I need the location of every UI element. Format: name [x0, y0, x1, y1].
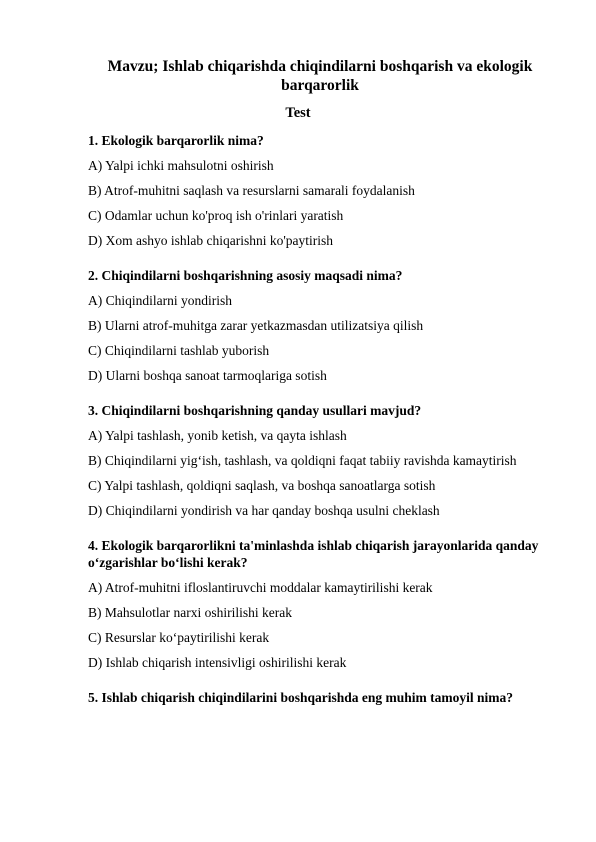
question-1: [88, 132, 558, 249]
question-text: 4. Ekologik barqarorlikni ta'minlashda ishlab chiqarish jarayonlarida qanday o‘zgarishlar bo‘lishi kerak?: [88, 538, 539, 570]
question-3: [88, 402, 558, 519]
answer-option-c: C) Odamlar uchun ko'proq ish o'rinlari yaratish: [88, 208, 344, 223]
answer-option-d: D) Xom ashyo ishlab chiqarishni ko'paytirish: [88, 233, 334, 248]
answer-option-d: D) Chiqindilarni yondirish va har qanday boshqa usulni cheklash: [88, 503, 440, 518]
document-title: Mavzu; Ishlab chiqarishda chiqindilarni boshqarish va ekologik barqarorlik: [107, 58, 533, 94]
document-subtitle: Test: [285, 105, 311, 121]
answer-option-c: C) Resurslar ko‘paytirilishi kerak: [88, 630, 270, 645]
questions-list: [88, 132, 558, 724]
answer-option-d: D) Ularni boshqa sanoat tarmoqlariga sotish: [88, 368, 327, 383]
question-text: 5. Ishlab chiqarish chiqindilarini boshqarishda eng muhim tamoyil nima?: [88, 690, 513, 705]
answer-option-b: B) Chiqindilarni yig‘ish, tashlash, va qoldiqni faqat tabiiy ravishda kamaytirish: [88, 453, 517, 468]
question-text: 1. Ekologik barqarorlik nima?: [88, 133, 264, 148]
answer-option-a: A) Atrof-muhitni ifloslantiruvchi moddalar kamaytirilishi kerak: [88, 580, 433, 595]
answer-option-a: A) Chiqindilarni yondirish: [88, 293, 232, 308]
question-2: [88, 267, 558, 384]
question-4: [88, 537, 558, 671]
answer-option-b: B) Mahsulotlar narxi oshirilishi kerak: [88, 605, 292, 620]
question-5: [88, 689, 558, 706]
question-text: 2. Chiqindilarni boshqarishning asosiy maqsadi nima?: [88, 268, 403, 283]
answer-option-b: B) Ularni atrof-muhitga zarar yetkazmasdan utilizatsiya qilish: [88, 318, 424, 333]
answer-option-a: A) Yalpi ichki mahsulotni oshirish: [88, 158, 274, 173]
answer-option-d: D) Ishlab chiqarish intensivligi oshirilishi kerak: [88, 655, 347, 670]
answer-option-c: C) Yalpi tashlash, qoldiqni saqlash, va boshqa sanoatlarga sotish: [88, 478, 436, 493]
answer-option-c: C) Chiqindilarni tashlab yuborish: [88, 343, 270, 358]
question-text: 3. Chiqindilarni boshqarishning qanday usullari mavjud?: [88, 403, 422, 418]
answer-option-b: B) Atrof-muhitni saqlash va resurslarni samarali foydalanish: [88, 183, 415, 198]
answer-option-a: A) Yalpi tashlash, yonib ketish, va qayta ishlash: [88, 428, 347, 443]
